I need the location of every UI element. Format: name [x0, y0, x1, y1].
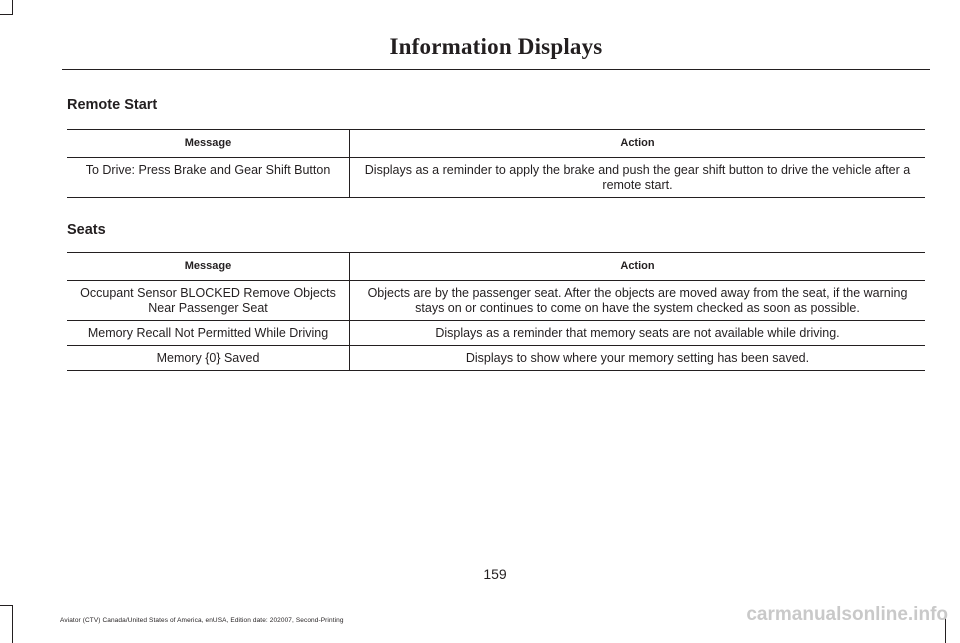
- page-number: 159: [483, 566, 507, 582]
- action-cell: Displays as a reminder that memory seats are not available while driving.: [350, 321, 926, 346]
- crop-mark-top-left-vertical: [12, 0, 13, 14]
- table-row: [67, 321, 925, 346]
- message-cell: Memory Recall Not Permitted While Driving: [67, 321, 350, 346]
- crop-mark-bottom-left-vertical: [12, 606, 13, 643]
- action-cell: Objects are by the passenger seat. After the objects are moved away from the seat, if the warning stays on or continues to come on have the system checked as soon as possible.: [350, 281, 926, 321]
- action-cell: Displays as a reminder to apply the brake and push the gear shift button to drive the vehicle after a remote start.: [350, 158, 926, 198]
- section-title-seats: Seats: [67, 222, 106, 238]
- watermark: carmanualsonline.info: [746, 604, 948, 625]
- message-cell: Memory {0} Saved: [67, 346, 350, 371]
- table-row: [67, 281, 925, 321]
- message-cell: Occupant Sensor BLOCKED Remove Objects Near Passenger Seat: [67, 281, 350, 321]
- header-divider: [62, 69, 930, 70]
- message-cell: To Drive: Press Brake and Gear Shift Button: [67, 158, 350, 198]
- seats-table: [67, 252, 925, 371]
- remote-start-table: [67, 129, 925, 198]
- column-header-action: Action: [350, 253, 926, 281]
- edition-footer: Aviator (CTV) Canada/United States of America, enUSA, Edition date: 202007, Second-Printing: [60, 617, 344, 624]
- page-title: Information Displays: [389, 34, 603, 59]
- column-header-message: Message: [67, 130, 350, 158]
- table-row: [67, 158, 925, 198]
- crop-mark-top-left-horizontal: [0, 14, 13, 15]
- table-row: [67, 346, 925, 371]
- table-header-row: [67, 130, 925, 158]
- crop-mark-bottom-left-horizontal: [0, 605, 13, 606]
- column-header-message: Message: [67, 253, 350, 281]
- section-title-remote-start: Remote Start: [67, 97, 158, 113]
- column-header-action: Action: [350, 130, 926, 158]
- table-header-row: [67, 253, 925, 281]
- action-cell: Displays to show where your memory setting has been saved.: [350, 346, 926, 371]
